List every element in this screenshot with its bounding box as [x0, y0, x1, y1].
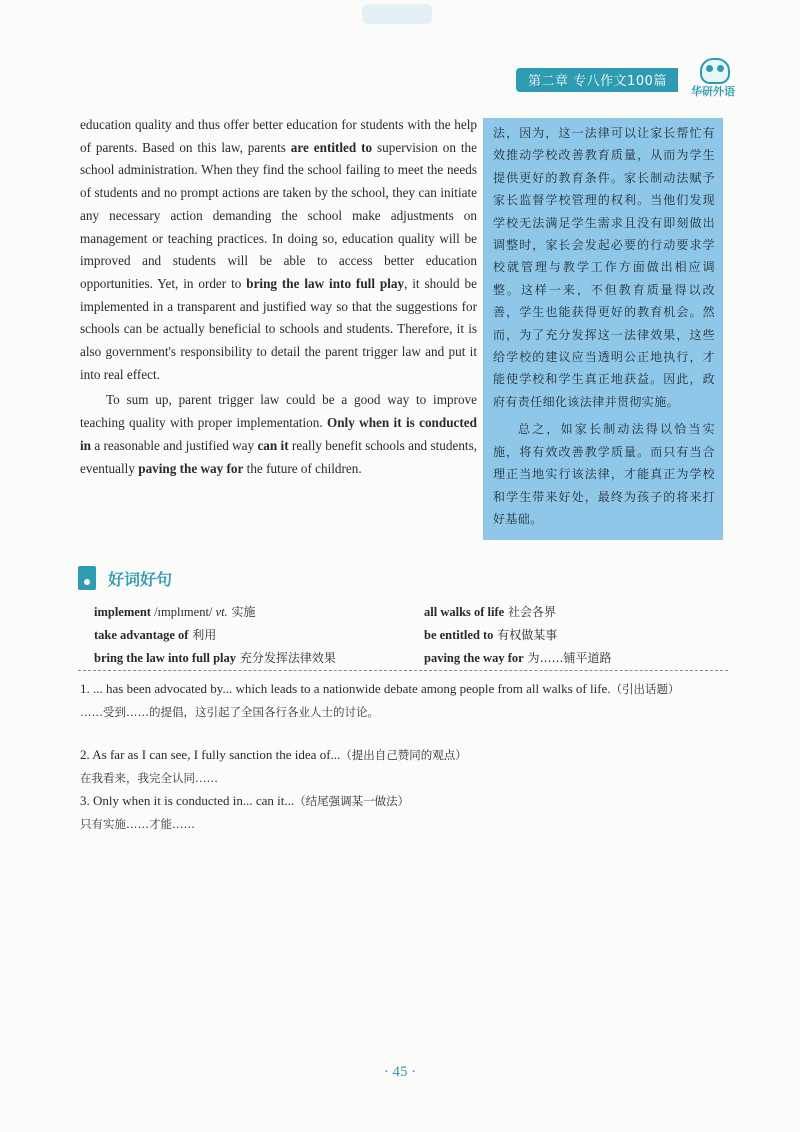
highlighted-phrase: can it: [257, 437, 289, 453]
sentence-translation: 在我看来，我完全认同……: [80, 771, 218, 785]
essay-text: education quality and thus offer better education for students with the help of parents. Based on this law, parents: [80, 117, 477, 155]
owl-logo-icon: [700, 58, 730, 84]
vocab-item: [94, 603, 256, 620]
essay-text: the future of children.: [243, 460, 362, 476]
vocab-item: [94, 649, 336, 666]
chinese-translation-box: [483, 118, 723, 540]
english-paragraph-2: [80, 389, 477, 480]
highlighted-phrase: Only when it is conducted in: [80, 415, 477, 453]
english-essay: [80, 114, 477, 480]
bookmark-icon: [78, 566, 96, 590]
chapter-label: 第二章 专八作文100篇: [528, 74, 667, 89]
sentence-text: 1. ... has been advocated by... which leads to a nationwide debate among people from all walks of life.: [80, 681, 611, 696]
vocab-term: implement: [94, 605, 151, 619]
essay-text: really benefit schools and students, eventually: [80, 437, 478, 476]
vocab-meaning: 利用: [188, 628, 217, 642]
sentence-pattern: [80, 744, 730, 789]
sentence-note: （结尾强调某一做法）: [294, 794, 410, 808]
vocab-meaning: 为……铺平道路: [523, 651, 612, 665]
sentence-note: （提出自己赞同的观点）: [340, 748, 467, 762]
vocab-item: [94, 626, 216, 643]
sentence-text: 3. Only when it is conducted in... can it...: [80, 793, 295, 808]
sentence-translation: ……受到……的提倡，这引起了全国各行各业人士的讨论。: [80, 705, 379, 719]
vocab-meaning: 社会各界: [504, 605, 557, 619]
vocab-phonetic: /ɪmplɪment/: [150, 605, 216, 619]
chinese-paragraph-1: 法，因为，这一法律可以让家长帮忙有效推动学校改善教育质量，从而为学生提供更好的教育条件。家长制动法赋予家长监督学校管理的权利。当他们发现学校无法满足学生需求且没有即刻做出调整时，家长会发起必要的行动要求学校就管理与教学工作方面做出相应调整。这样一来，不但教育质量得以改善，学生也能获得更好的教育机会。然而，为了充分发挥这一法律效果，这些给学校的建议应当透明公正地执行，才能使学校和学生真正地获益。因此，政府有责任细化该法律并贯彻实施。: [493, 126, 715, 409]
sentence-pattern: [80, 790, 730, 835]
vocab-term: paving the way for: [424, 651, 524, 665]
essay-text: To sum up, parent trigger law could be a good way to improve teaching quality with proper implementation.: [80, 392, 477, 431]
top-decoration: [362, 4, 432, 24]
vocab-term: be entitled to: [424, 628, 494, 642]
vocab-term: bring the law into full play: [94, 651, 237, 665]
dashed-divider: [78, 670, 728, 671]
vocab-meaning: 充分发挥法律效果: [236, 651, 336, 665]
sentence-note: （引出话题）: [610, 682, 680, 696]
vocab-meaning: 实施: [227, 605, 256, 619]
section-title: 好词好句: [108, 570, 173, 589]
chinese-paragraph-2: 总之，如家长制动法得以恰当实施，将有效改善教学质量。而只有当合理正当地实行该法律，才能真正为学校和学生带来好处，最终为孩子的将来打好基础。: [493, 422, 715, 526]
vocab-item: [424, 626, 557, 643]
english-paragraph-1: [80, 114, 477, 386]
vocab-meaning: 有权做某事: [493, 628, 558, 642]
highlighted-phrase: are entitled to: [290, 139, 373, 155]
vocab-item: [424, 603, 556, 620]
essay-text: a reasonable and justified way: [91, 437, 258, 453]
sentence-pattern: [80, 678, 730, 723]
sentence-text: 2. As far as I can see, I fully sanction the idea of...: [80, 747, 341, 762]
brand-name: 华研外语: [691, 85, 735, 98]
brand-logo: [682, 58, 744, 100]
essay-text: supervision on the school administration. When they find the school failing to meet the needs of students and no prompt actions are taken by the school, they can initiate any necessary action demanding the school make adjustments on management or teaching practices. In doing so, education quality will be improved and students will be able to access better education opportunities. Yet, in order to: [80, 139, 477, 291]
page-number: · 45 ·: [383, 1064, 417, 1080]
vocab-term: take advantage of: [94, 628, 189, 642]
vocab-pos: vt.: [215, 605, 228, 619]
sentence-translation: 只有实施……才能……: [80, 817, 195, 831]
highlighted-phrase: paving the way for: [138, 460, 244, 476]
vocab-term: all walks of life: [424, 605, 505, 619]
essay-text: , it should be implemented in a transparent and justified way so that the suggestions for schools can be actually beneficial to schools and students. Therefore, it is also government's responsibility to detail the parent trigger law and put it into real effect.: [80, 275, 477, 382]
highlighted-phrase: bring the law into full play: [246, 275, 405, 291]
vocab-item: [424, 649, 611, 666]
